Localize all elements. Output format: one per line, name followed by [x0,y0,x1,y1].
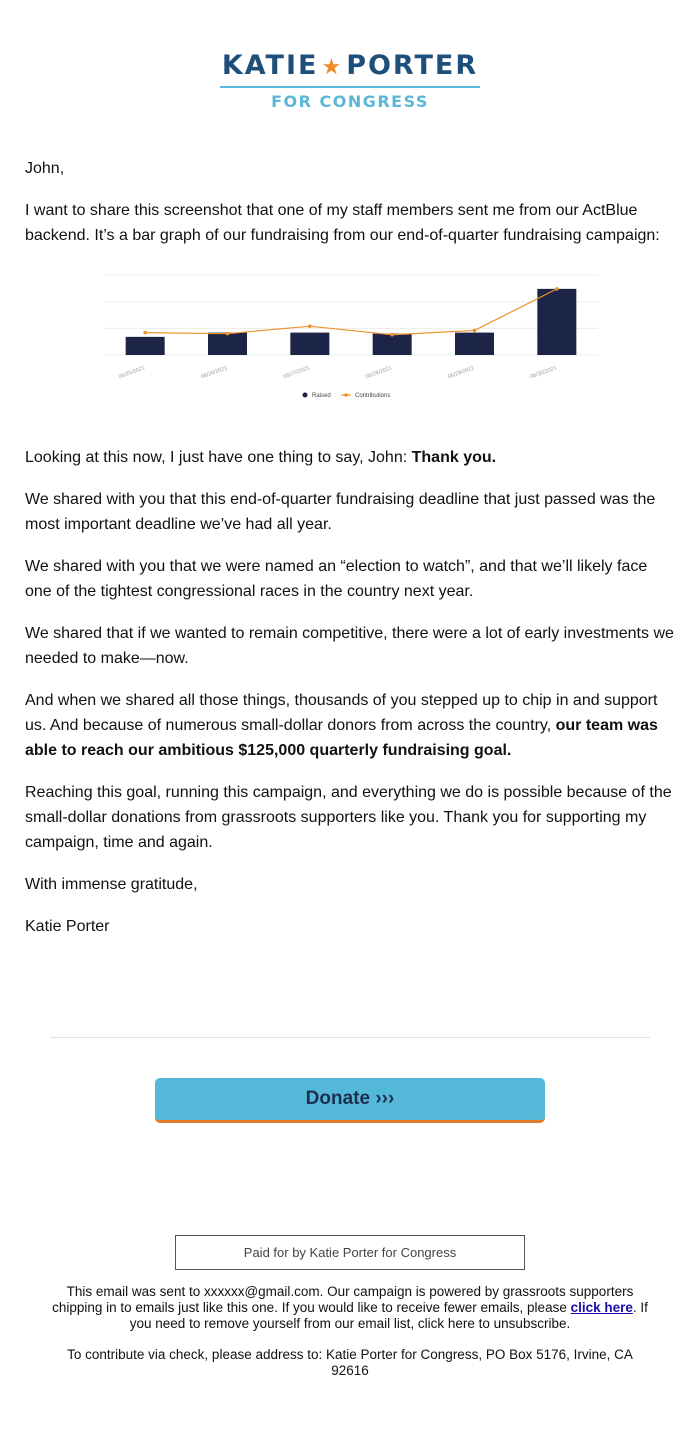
goal-paragraph [25,688,675,763]
chart-bar-1 [208,333,247,355]
logo-subtitle: FOR CONGRESS [271,92,429,111]
goal-bold: our team was able to reach our ambitious $125,000 quarterly fundraising goal. [25,717,658,759]
chart-tick-label-3: 06/28/2021 [364,365,393,381]
goal-text: And when we shared all those things, thousands of you stepped up to chip in and support us. And because of numerous small-dollar donors from across the country, [25,692,658,734]
chart-point-1 [226,332,230,336]
footer-divider [50,1037,650,1038]
chart-point-4 [473,329,477,333]
greeting: John, [25,160,65,177]
footer-notice-text: This email was sent to xxxxxx@gmail.com. Our campaign is powered by grassroots supporters chipping in to emails just like this one. If you would like to receive fewer emails, please [52,1284,634,1315]
donate-button[interactable]: Donate ››› [155,1078,545,1123]
chart-tick-label-2: 06/27/2021 [282,365,311,381]
intro-paragraph: I want to share this screenshot that one of my staff members sent me from our ActBlue backend. It’s a bar graph of our fundraising from our end-of-quarter fundraising campaign: [25,202,660,244]
chart-tick-label-0: 06/25/2021 [117,365,146,381]
email-body [25,156,675,956]
election-paragraph: We shared with you that we were named an “election to watch”, and that we’ll likely face one of the tightest congressional races in the country next year. [25,558,648,600]
logo-title [0,50,700,84]
chart-tick-label-5: 06/30/2021 [529,365,558,381]
chart-bar-5 [537,289,576,355]
chart-point-5 [555,287,559,291]
fewer-emails-link[interactable]: click here [570,1300,633,1315]
chart-bar-0 [126,337,165,355]
chart-bar-2 [290,333,329,355]
chart-bar-3 [373,334,412,355]
chart-point-3 [390,333,394,337]
chart-legend-marker-raised [303,393,308,398]
chart-point-0 [143,331,147,335]
thank-you-bold: Thank you. [411,449,497,466]
footer-unsubscribe-text: . If you need to remove yourself from our email list, click here to unsubscribe. [129,1300,648,1331]
thank-you-text: Looking at this now, I just have one thing to say, John: [25,449,412,466]
footer-address: To contribute via check, please address to: Katie Porter for Congress, PO Box 5176, Irvine, CA 92616 [67,1347,633,1378]
fundraising-chart [25,265,675,435]
deadline-paragraph: We shared with you that this end-of-quarter fundraising deadline that just passed was the most important deadline we’ve had all year. [25,491,656,533]
chart-bar-4 [455,333,494,355]
closing: With immense gratitude, [25,876,198,893]
fundraising-chart-svg [25,265,675,435]
logo-name-left: KATIE [221,50,319,81]
chart-legend-label-raised: Raised [312,393,331,399]
star-icon: ★ [321,55,344,80]
chart-tick-label-4: 06/29/2021 [447,365,476,381]
logo-divider [220,86,480,88]
thank-you-paragraph [25,445,675,470]
email-footer [50,1284,650,1394]
logo-name-right: PORTER [346,50,479,81]
chart-legend-label-contributions: Contributions [355,393,391,399]
signature: Katie Porter [25,918,110,935]
grassroots-paragraph: Reaching this goal, running this campaign, and everything we do is possible because of the small-dollar donations from grassroots supporters like you. Thank you for supporting my campaign, time and again. [25,784,672,851]
investments-paragraph: We shared that if we wanted to remain competitive, there were a lot of early investments we needed to make—now. [25,625,674,667]
chart-legend-point-contributions [344,393,348,397]
chart-tick-label-1: 06/26/2021 [200,365,229,381]
footer-notice [50,1284,650,1332]
campaign-logo [0,50,700,111]
paid-for-box: Paid for by Katie Porter for Congress [175,1235,525,1270]
chart-point-2 [308,324,312,328]
